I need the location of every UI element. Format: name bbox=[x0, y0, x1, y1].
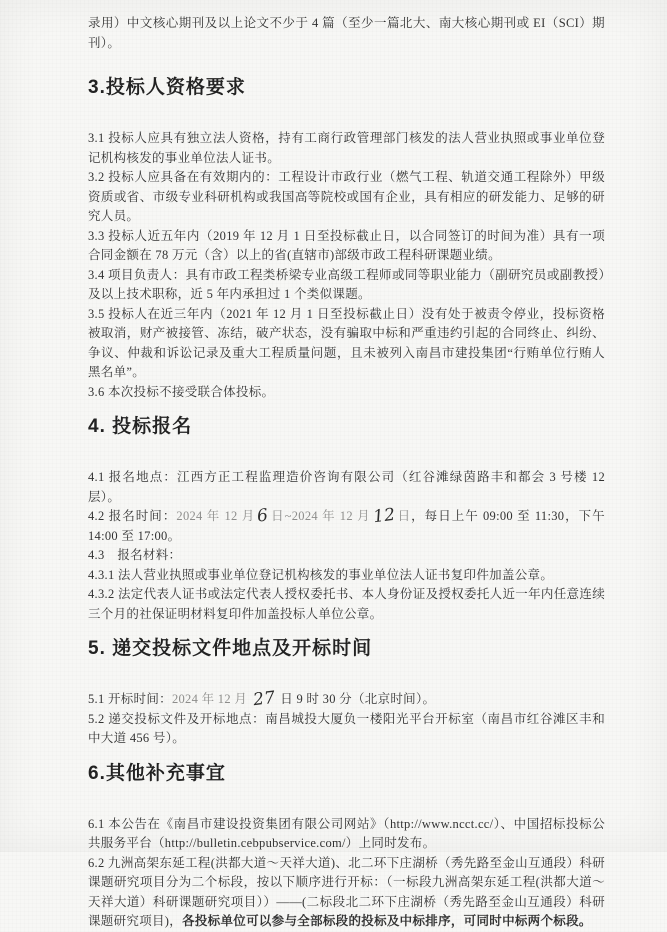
section-heading-bidder-qualifications: 3.投标人资格要求 bbox=[88, 77, 246, 98]
handwritten-day-start: 6 bbox=[256, 505, 270, 527]
paragraph-4-3-1: 4.3.1 法人营业执照或事业单位登记机构核发的事业单位法人证书复印件加盖公章。 bbox=[88, 567, 554, 582]
paragraph-3-1: 3.1 投标人应具有独立法人资格，持有工商行政管理部门核发的法人营业执照或事业单位登记机构核发的事业单位法人证书。 bbox=[88, 131, 605, 165]
paragraph-6-1: 6.1 本公告在《南昌市建设投资集团有限公司网站》（http://www.ncct.cc/）、中国招标投标公共服务平台（http://bulletin.cebpubservice.com/）上同时发布。 bbox=[88, 816, 605, 850]
handwritten-day-end: 12 bbox=[371, 504, 397, 528]
section-body-submission bbox=[88, 687, 605, 749]
intro-line: 录用）中文核心期刊及以上论文不少于 4 篇（至少一篇北大、南大核心期刊或 EI（SCI）期刊）。 bbox=[88, 16, 605, 50]
preprinted-date: 日 bbox=[396, 509, 412, 523]
paragraph-4-2 bbox=[88, 504, 605, 546]
paragraph-3-6: 3.6 本次投标不接受联合体投标。 bbox=[88, 384, 275, 399]
paragraph-5-1 bbox=[88, 687, 605, 711]
preprinted-date: 2024 年 12 月 bbox=[176, 509, 256, 523]
preprinted-date: 2024 年 12 月 bbox=[171, 692, 251, 706]
emphasized-text: 各投标单位可以参与全部标段的投标及中标排序，可同时中标两个标段。 bbox=[182, 914, 592, 928]
text-segment: 5.1 开标时间： bbox=[88, 692, 172, 706]
section-body-other-matters bbox=[88, 815, 605, 932]
paragraph-3-4: 3.4 项目负责人：具有市政工程类桥梁专业高级工程师或同等职业能力（副研究员或副教授）及以上技术职称，近 5 年内承担过 1 个类似课题。 bbox=[88, 267, 605, 301]
paragraph-3-2: 3.2 投标人应具备在有效期内的：工程设计市政行业（燃气工程、轨道交通工程除外）甲级资质或省、市级专业科研机构或我国高等院校或国有企业，具有相应的研发能力、足够的研究人员。 bbox=[88, 170, 605, 223]
section-heading-bid-submission-opening: 5. 递交投标文件地点及开标时间 bbox=[88, 638, 373, 659]
text-segment: 日 9 时 30 分（北京时间）。 bbox=[276, 692, 436, 706]
text-segment: 6.2 九洲高架东延工程(洪都大道～天祥大道)、北二环下庄湖桥（秀先路至金山互通段）科研课题研究项目分为二个标段，按以下顺序进行开标：（一标段九洲高架东延工程(洪都大道～天祥大道）科研课题研究项目））——(二标段北二环下庄湖桥（秀先路至金山互通段）科研课题研究项目)， bbox=[88, 855, 605, 928]
section-body-qualifications bbox=[88, 129, 605, 402]
section-body-registration bbox=[88, 468, 605, 624]
paragraph-4-1: 4.1 报名地点：江西方正工程监理造价咨询有限公司（红谷滩绿茵路丰和都会 3 号楼 12 层）。 bbox=[88, 470, 605, 504]
text-segment: 4.2 报名时间： bbox=[88, 509, 177, 523]
preprinted-date: 日~2024 年 12 月 bbox=[270, 509, 371, 523]
section-heading-bid-registration: 4. 投标报名 bbox=[88, 416, 193, 437]
handwritten-opening-day: 27 bbox=[251, 687, 277, 711]
paragraph-6-2 bbox=[88, 854, 605, 932]
paragraph-3-3: 3.3 投标人近五年内（2019 年 12 月 1 日至投标截止日，以合同签订的时间为准）具有一项合同金额在 78 万元（含）以上的省(直辖市)部级市政工程科研课题业绩。 bbox=[88, 228, 605, 262]
paragraph-4-3-2: 4.3.2 法定代表人证书或法定代表人授权委托书、本人身份证及授权委托人近一年内任意连续三个月的社保证明材料复印件加盖投标人单位公章。 bbox=[88, 587, 605, 621]
text-segment: ，每日上午 09:00 至 11:30，下午 14:00 至 17:00。 bbox=[88, 509, 605, 543]
paragraph-5-2: 5.2 递交投标文件及开标地点：南昌城投大厦负一楼阳光平台开标室（南昌市红谷滩区丰和中大道 456 号）。 bbox=[88, 711, 605, 745]
paragraph-4-3: 4.3 报名材料： bbox=[88, 548, 182, 562]
section-heading-other-matters: 6.其他补充事宜 bbox=[88, 762, 226, 784]
paragraph-3-5: 3.5 投标人在近三年内（2021 年 12 月 1 日至投标截止日）没有处于被责令停业，投标资格被取消，财产被接管、冻结，破产状态，没有骗取中标和严重违约引起的合同终止、纠纷、争议、仲裁和诉讼记录及重大工程质量问题，且未被列入南昌市建投集团“行贿单位行贿人黑名单”。 bbox=[88, 306, 605, 379]
